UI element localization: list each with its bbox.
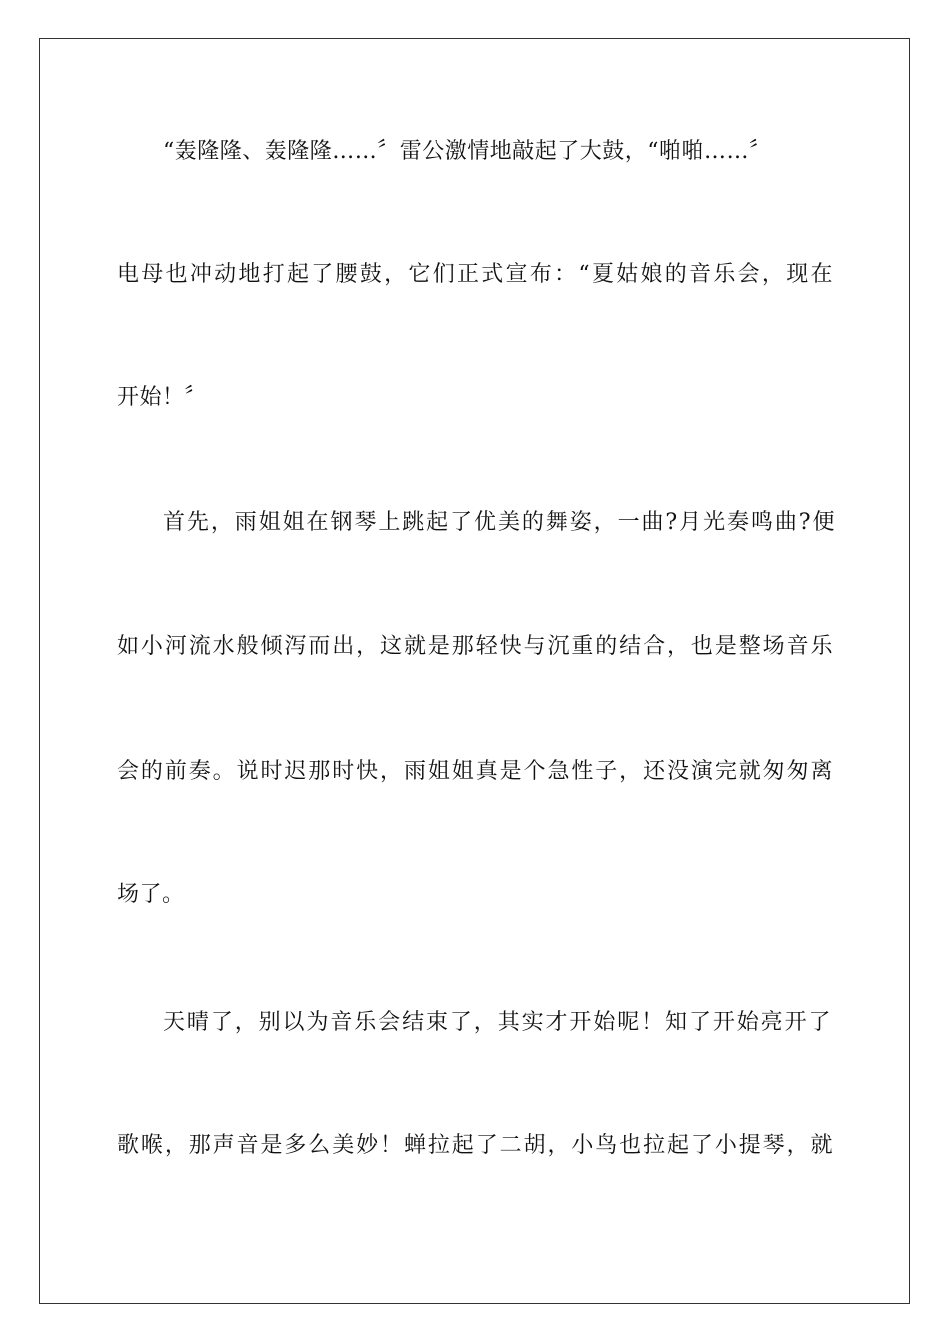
text-line-5: 如小河流水般倾泻而出，这就是那轻快与沉重的结合，也是整场音乐 [117, 634, 833, 659]
text-line-8: 天晴了，别以为音乐会结束了，其实才开始呢！知了开始亮开了 [163, 1010, 831, 1035]
text-line-1: “轰隆隆、轰隆隆……〞雷公激情地敲起了大鼓，“啪啪……〞 [163, 139, 772, 164]
text-line-3: 开始！〞 [117, 385, 208, 410]
text-line-7: 场了。 [117, 882, 185, 907]
text-line-4: 首先，雨姐姐在钢琴上跳起了优美的舞姿，一曲?月光奏鸣曲?便 [163, 510, 835, 535]
text-line-9: 歌喉，那声音是多么美妙！蝉拉起了二胡，小鸟也拉起了小提琴，就 [117, 1133, 833, 1158]
page-border [39, 38, 910, 1304]
text-line-2: 电母也冲动地打起了腰鼓，它们正式宣布：“夏姑娘的音乐会，现在 [117, 262, 833, 287]
text-line-6: 会的前奏。说时迟那时快，雨姐姐真是个急性子，还没演完就匆匆离 [117, 759, 833, 784]
